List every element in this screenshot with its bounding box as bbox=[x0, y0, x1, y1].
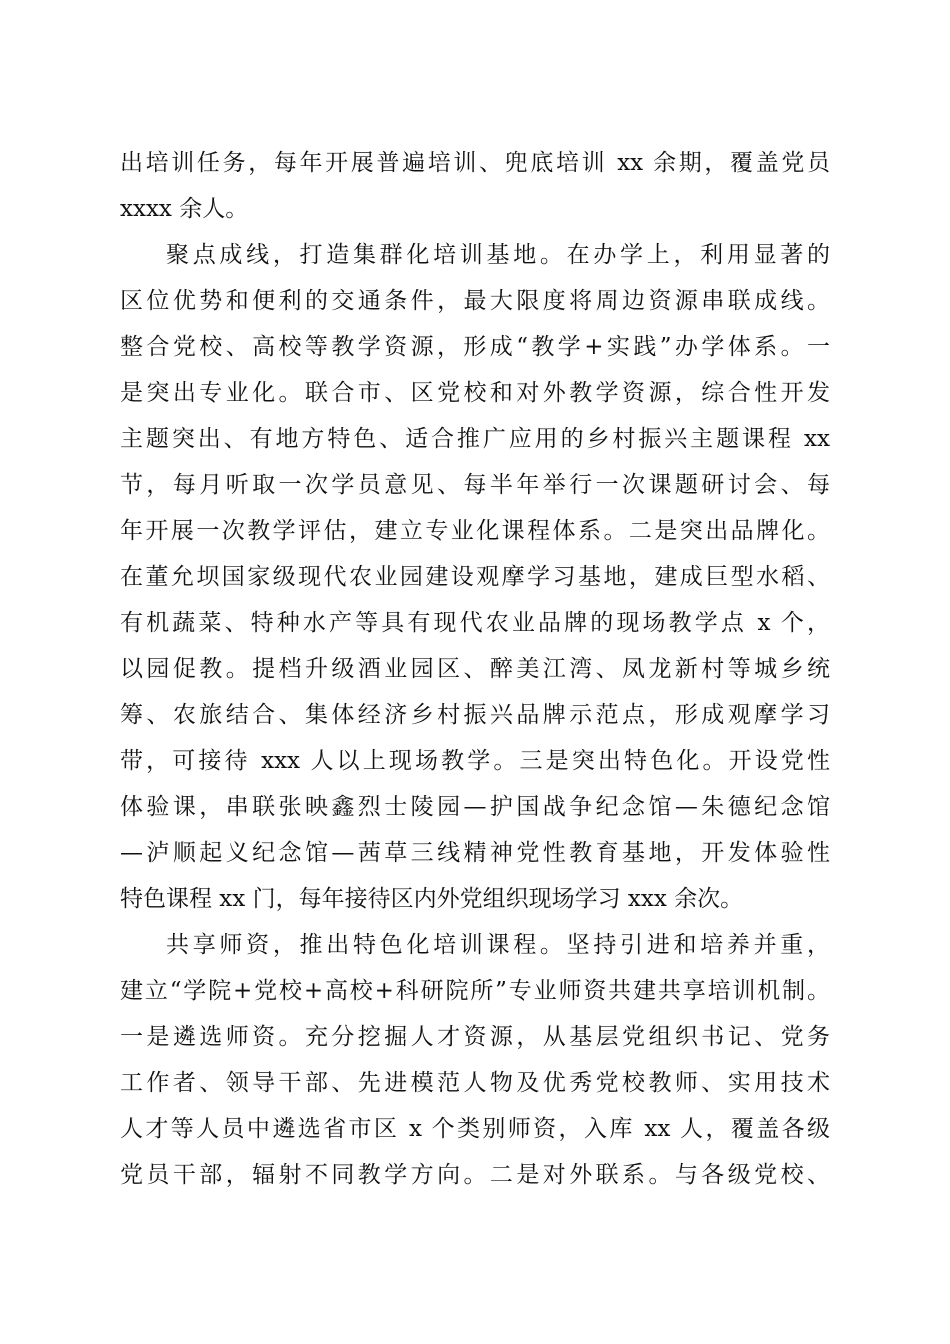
text-line: 人才等人员中遴选省市区 x 个类别师资，入库 xx 人，覆盖各级 bbox=[120, 1116, 830, 1142]
text-line: 在董允坝国家级现代农业园建设观摩学习基地，建成巨型水稻、 bbox=[120, 564, 830, 590]
text-line: 特色课程 xx 门，每年接待区内外党组织现场学习 xxx 余次。 bbox=[120, 886, 744, 912]
text-line: 主题突出、有地方特色、适合推广应用的乡村振兴主题课程 xx bbox=[120, 426, 830, 452]
text-line: 出培训任务，每年开展普遍培训、兜底培训 xx 余期，覆盖党员 bbox=[120, 150, 830, 176]
text-line: 体验课，串联张映鑫烈士陵园—护国战争纪念馆—朱德纪念馆 bbox=[120, 794, 830, 820]
text-line: 工作者、领导干部、先进模范人物及优秀党校教师、实用技术 bbox=[120, 1070, 830, 1096]
text-line: 区位优势和便利的交通条件，最大限度将周边资源串联成线。 bbox=[120, 288, 830, 314]
text-line: xxxx 余人。 bbox=[120, 196, 249, 222]
text-line: 建立“学院+党校+高校+科研院所”专业师资共建共享培训机制。 bbox=[120, 978, 830, 1004]
text-line: —泸顺起义纪念馆—茜草三线精神党性教育基地，开发体验性 bbox=[120, 840, 830, 866]
paragraph-start-line: 共享师资，推出特色化培训课程。坚持引进和培养并重， bbox=[166, 932, 830, 958]
text-line: 一是遴选师资。充分挖掘人才资源，从基层党组织书记、党务 bbox=[120, 1024, 830, 1050]
text-line: 整合党校、高校等教学资源，形成“教学+实践”办学体系。一 bbox=[120, 334, 830, 360]
text-line: 年开展一次教学评估，建立专业化课程体系。二是突出品牌化。 bbox=[120, 518, 830, 544]
text-line: 是突出专业化。联合市、区党校和对外教学资源，综合性开发 bbox=[120, 380, 830, 406]
text-line: 筹、农旅结合、集体经济乡村振兴品牌示范点，形成观摩学习 bbox=[120, 702, 830, 728]
text-line: 有机蔬菜、特种水产等具有现代农业品牌的现场教学点 x 个， bbox=[120, 610, 830, 636]
text-line: 节，每月听取一次学员意见、每半年举行一次课题研讨会、每 bbox=[120, 472, 830, 498]
paragraph-start-line: 聚点成线，打造集群化培训基地。在办学上，利用显著的 bbox=[166, 242, 830, 268]
text-line: 以园促教。提档升级酒业园区、醉美江湾、凤龙新村等城乡统 bbox=[120, 656, 830, 682]
text-line: 带，可接待 xxx 人以上现场教学。三是突出特色化。开设党性 bbox=[120, 748, 830, 774]
text-line: 党员干部，辐射不同教学方向。二是对外联系。与各级党校、 bbox=[120, 1162, 830, 1188]
